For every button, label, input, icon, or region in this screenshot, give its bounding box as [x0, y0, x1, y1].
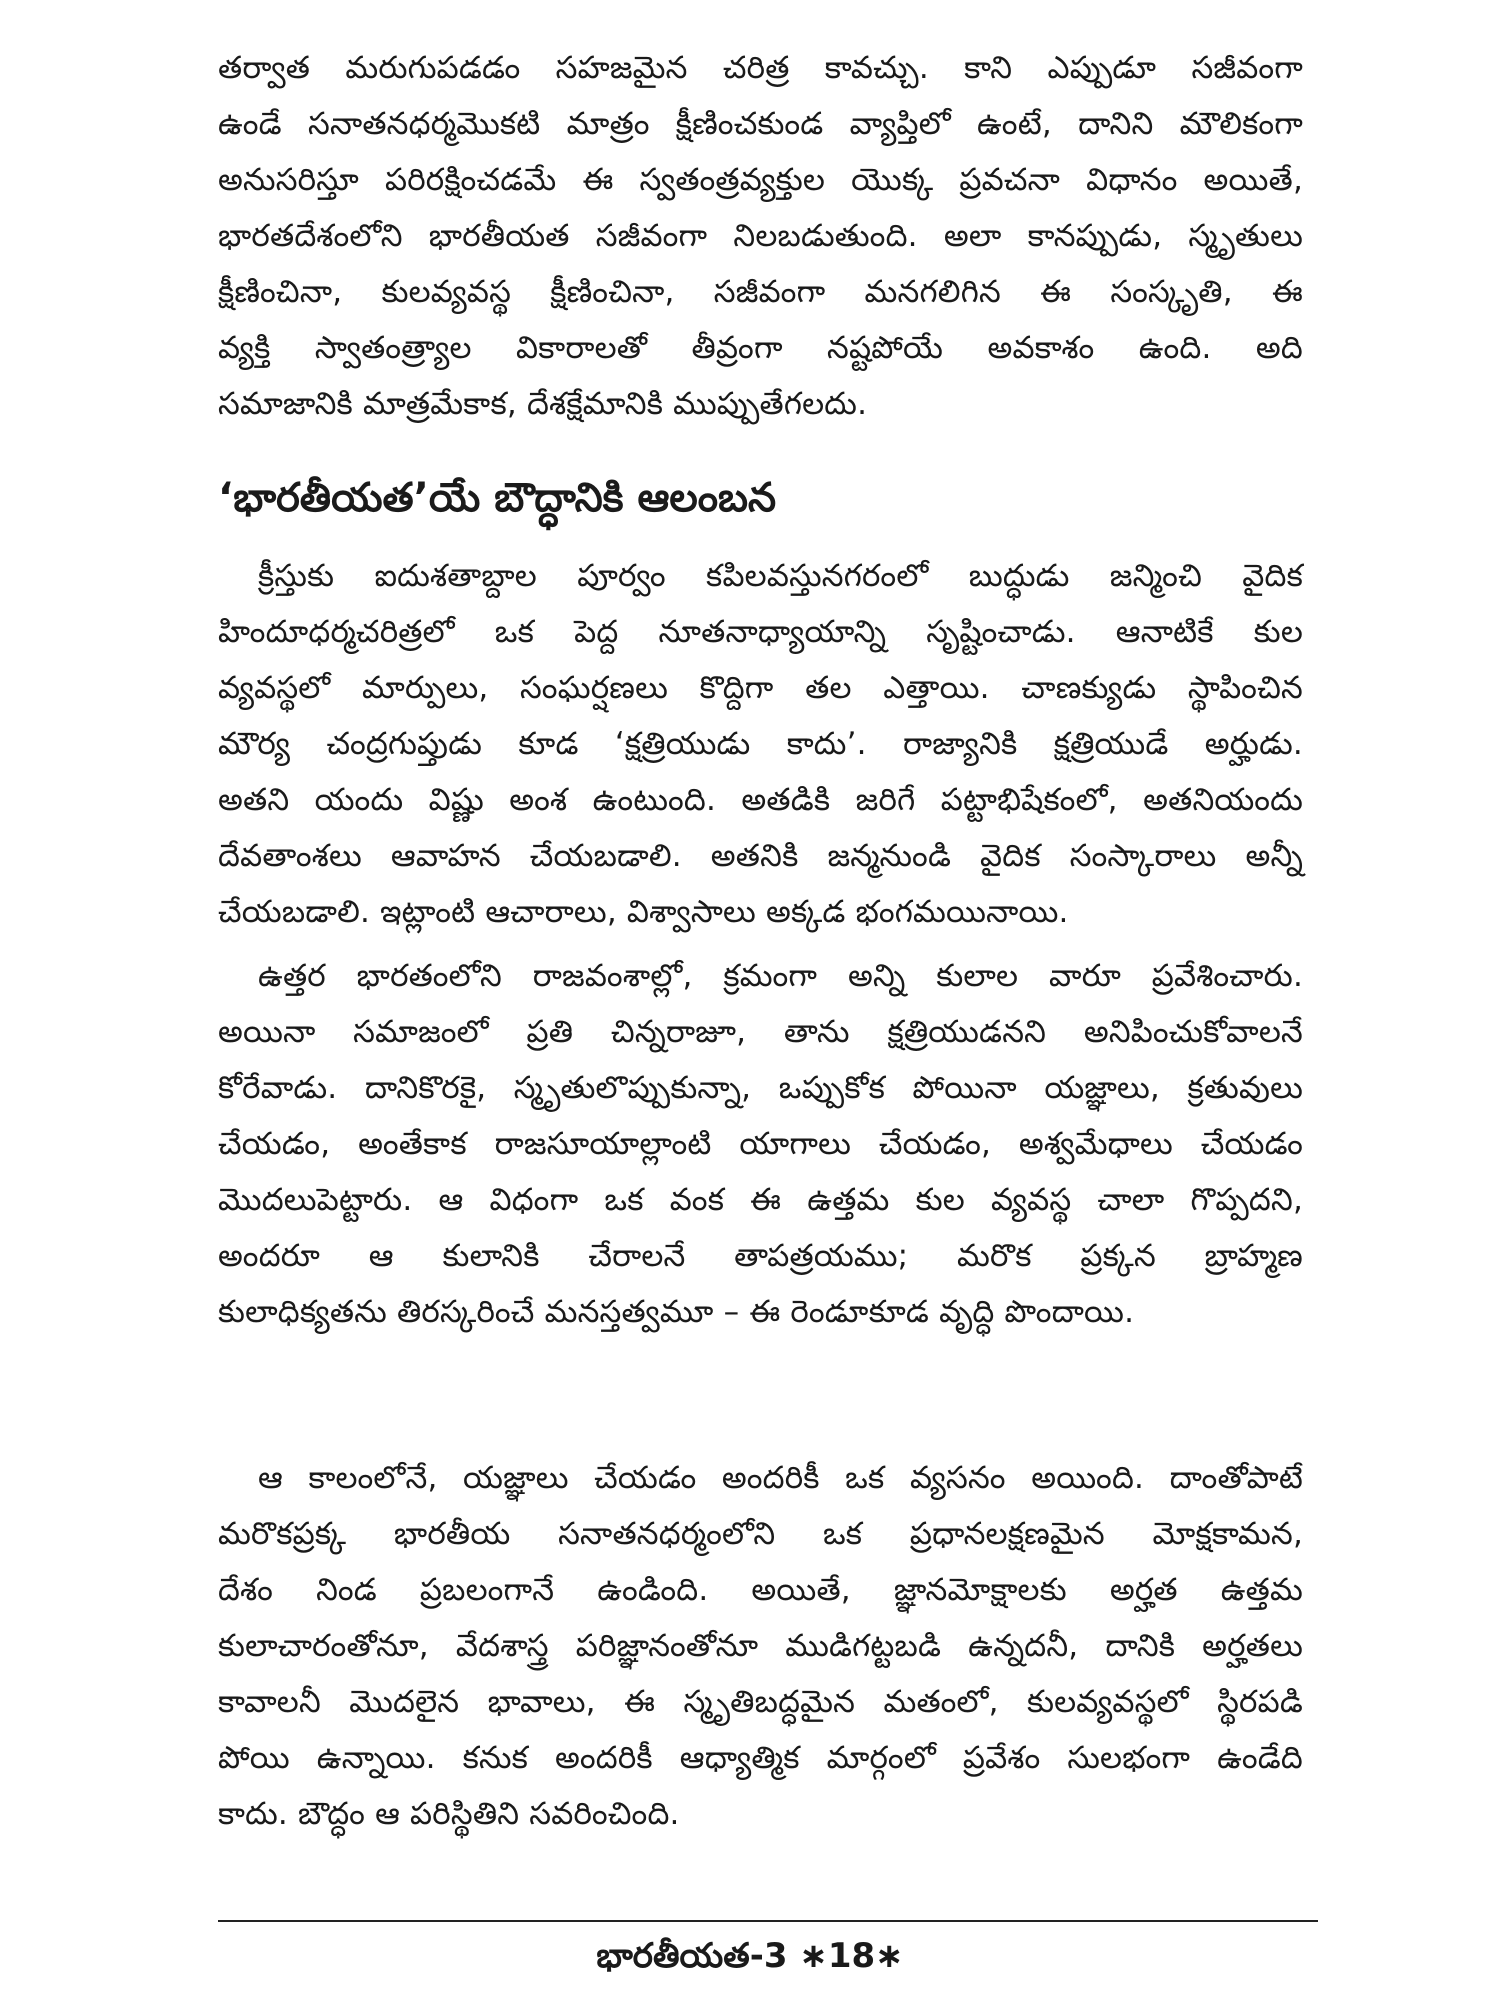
text-line: అతని యందు విష్ణు అంశ ఉంటుంది. అతడికి జరిగే పట్టాభిషేకంలో, అతనియందు — [218, 782, 1303, 818]
text-line: మౌర్య చంద్రగుప్తుడు కూడ ‘క్షత్రియుడు కాదు’. రాజ్యానికి క్షత్రియుడే అర్హుడు. — [218, 726, 1303, 762]
text-line: ఆ కాలంలోనే, యజ్ఞాలు చేయడం అందరికీ ఒక వ్యసనం అయింది. దాంతోపాటే — [258, 1460, 1303, 1496]
text-line: అయినా సమాజంలో ప్రతి చిన్నరాజూ, తాను క్షత్రియుడనని అనిపించుకోవాలనే — [218, 1014, 1303, 1050]
footer-divider — [218, 1920, 1318, 1922]
text-line: మరొకప్రక్క భారతీయ సనాతనధర్మంలోని ఒక ప్రధానలక్షణమైన మోక్షకామన, — [218, 1516, 1303, 1552]
text-line: దేశం నిండ ప్రబలంగానే ఉండింది. అయితే, జ్ఞానమోక్షాలకు అర్హత ఉత్తమ — [218, 1572, 1303, 1608]
text-line: మొదలుపెట్టారు. ఆ విధంగా ఒక వంక ఈ ఉత్తమ కుల వ్యవస్థ చాలా గొప్పదని, — [218, 1182, 1303, 1218]
text-line: తర్వాత మరుగుపడడం సహజమైన చరిత్ర కావచ్చు. కాని ఎప్పుడూ సజీవంగా — [218, 50, 1303, 86]
text-line: కాదు. బౌద్ధం ఆ పరిస్థితిని సవరించింది. — [218, 1796, 680, 1832]
text-line: దేవతాంశలు ఆవాహన చేయబడాలి. అతనికి జన్మనుండి వైదిక సంస్కారాలు అన్నీ — [218, 838, 1303, 874]
text-line: క్షీణించినా, కులవ్యవస్థ క్షీణించినా, సజీవంగా మనగలిగిన ఈ సంస్కృతి, ఈ — [218, 274, 1303, 310]
text-line: పోయి ఉన్నాయి. కనుక అందరికీ ఆధ్యాత్మిక మార్గంలో ప్రవేశం సులభంగా ఉండేది — [218, 1740, 1303, 1776]
text-line: అందరూ ఆ కులానికి చేరాలనే తాపత్రయము; మరొక ప్రక్కన బ్రాహ్మణ — [218, 1238, 1303, 1274]
text-line: అనుసరిస్తూ పరిరక్షించడమే ఈ స్వతంత్రవ్యక్తుల యొక్క ప్రవచనా విధానం అయితే, — [218, 162, 1303, 198]
text-line: కులాచారంతోనూ, వేదశాస్త్ర పరిజ్ఞానంతోనూ ముడిగట్టబడి ఉన్నదనీ, దానికి అర్హతలు — [218, 1628, 1303, 1664]
text-line: వ్యవస్థలో మార్పులు, సంఘర్షణలు కొద్దిగా తల ఎత్తాయి. చాణక్యుడు స్థాపించిన — [218, 670, 1303, 706]
text-line: కావాలనీ మొదలైన భావాలు, ఈ స్మృతిబద్ధమైన మతంలో, కులవ్యవస్థలో స్థిరపడి — [218, 1684, 1303, 1720]
section-heading: ‘భారతీయత’యే బౌద్ధానికి ఆలంబన — [218, 475, 777, 521]
text-line: సమాజానికి మాత్రమేకాక, దేశక్షేమానికి ముప్పుతేగలదు. — [218, 386, 868, 422]
text-line: భారతదేశంలోని భారతీయత సజీవంగా నిలబడుతుంది. అలా కానప్పుడు, స్మృతులు — [218, 218, 1303, 254]
text-line: హిందూధర్మచరిత్రలో ఒక పెద్ద నూతనాధ్యాయాన్ని సృష్టించాడు. ఆనాటికే కుల — [218, 614, 1303, 650]
text-line: ఉత్తర భారతంలోని రాజవంశాల్లో, క్రమంగా అన్ని కులాల వారూ ప్రవేశించారు. — [258, 958, 1303, 994]
text-line: ఉండే సనాతనధర్మమొకటి మాత్రం క్షీణించకుండ వ్యాప్తిలో ఉంటే, దానిని మౌలికంగా — [218, 106, 1303, 142]
page-footer: భారతీయత-3 ∗18∗ — [596, 1936, 904, 1976]
text-line: కోరేవాడు. దానికొరకై, స్మృతులొప్పుకున్నా, ఒప్పుకోక పోయినా యజ్ఞాలు, క్రతువులు — [218, 1070, 1303, 1106]
text-line: వ్యక్తి స్వాతంత్ర్యాల వికారాలతో తీవ్రంగా నష్టపోయే అవకాశం ఉంది. అది — [218, 330, 1303, 366]
text-line: కులాధిక్యతను తిరస్కరించే మనస్తత్వమూ – ఈ రెండూకూడ వృద్ధి పొందాయి. — [218, 1294, 1135, 1330]
text-line: క్రీస్తుకు ఐదుశతాబ్దాల పూర్వం కపిలవస్తునగరంలో బుద్ధుడు జన్మించి వైదిక — [258, 558, 1303, 594]
text-line: చేయడం, అంతేకాక రాజసూయాల్లాంటి యాగాలు చేయడం, అశ్వమేధాలు చేయడం — [218, 1126, 1303, 1162]
text-line: చేయబడాలి. ఇట్లాంటి ఆచారాలు, విశ్వాసాలు అక్కడ భంగమయినాయి. — [218, 894, 1069, 930]
